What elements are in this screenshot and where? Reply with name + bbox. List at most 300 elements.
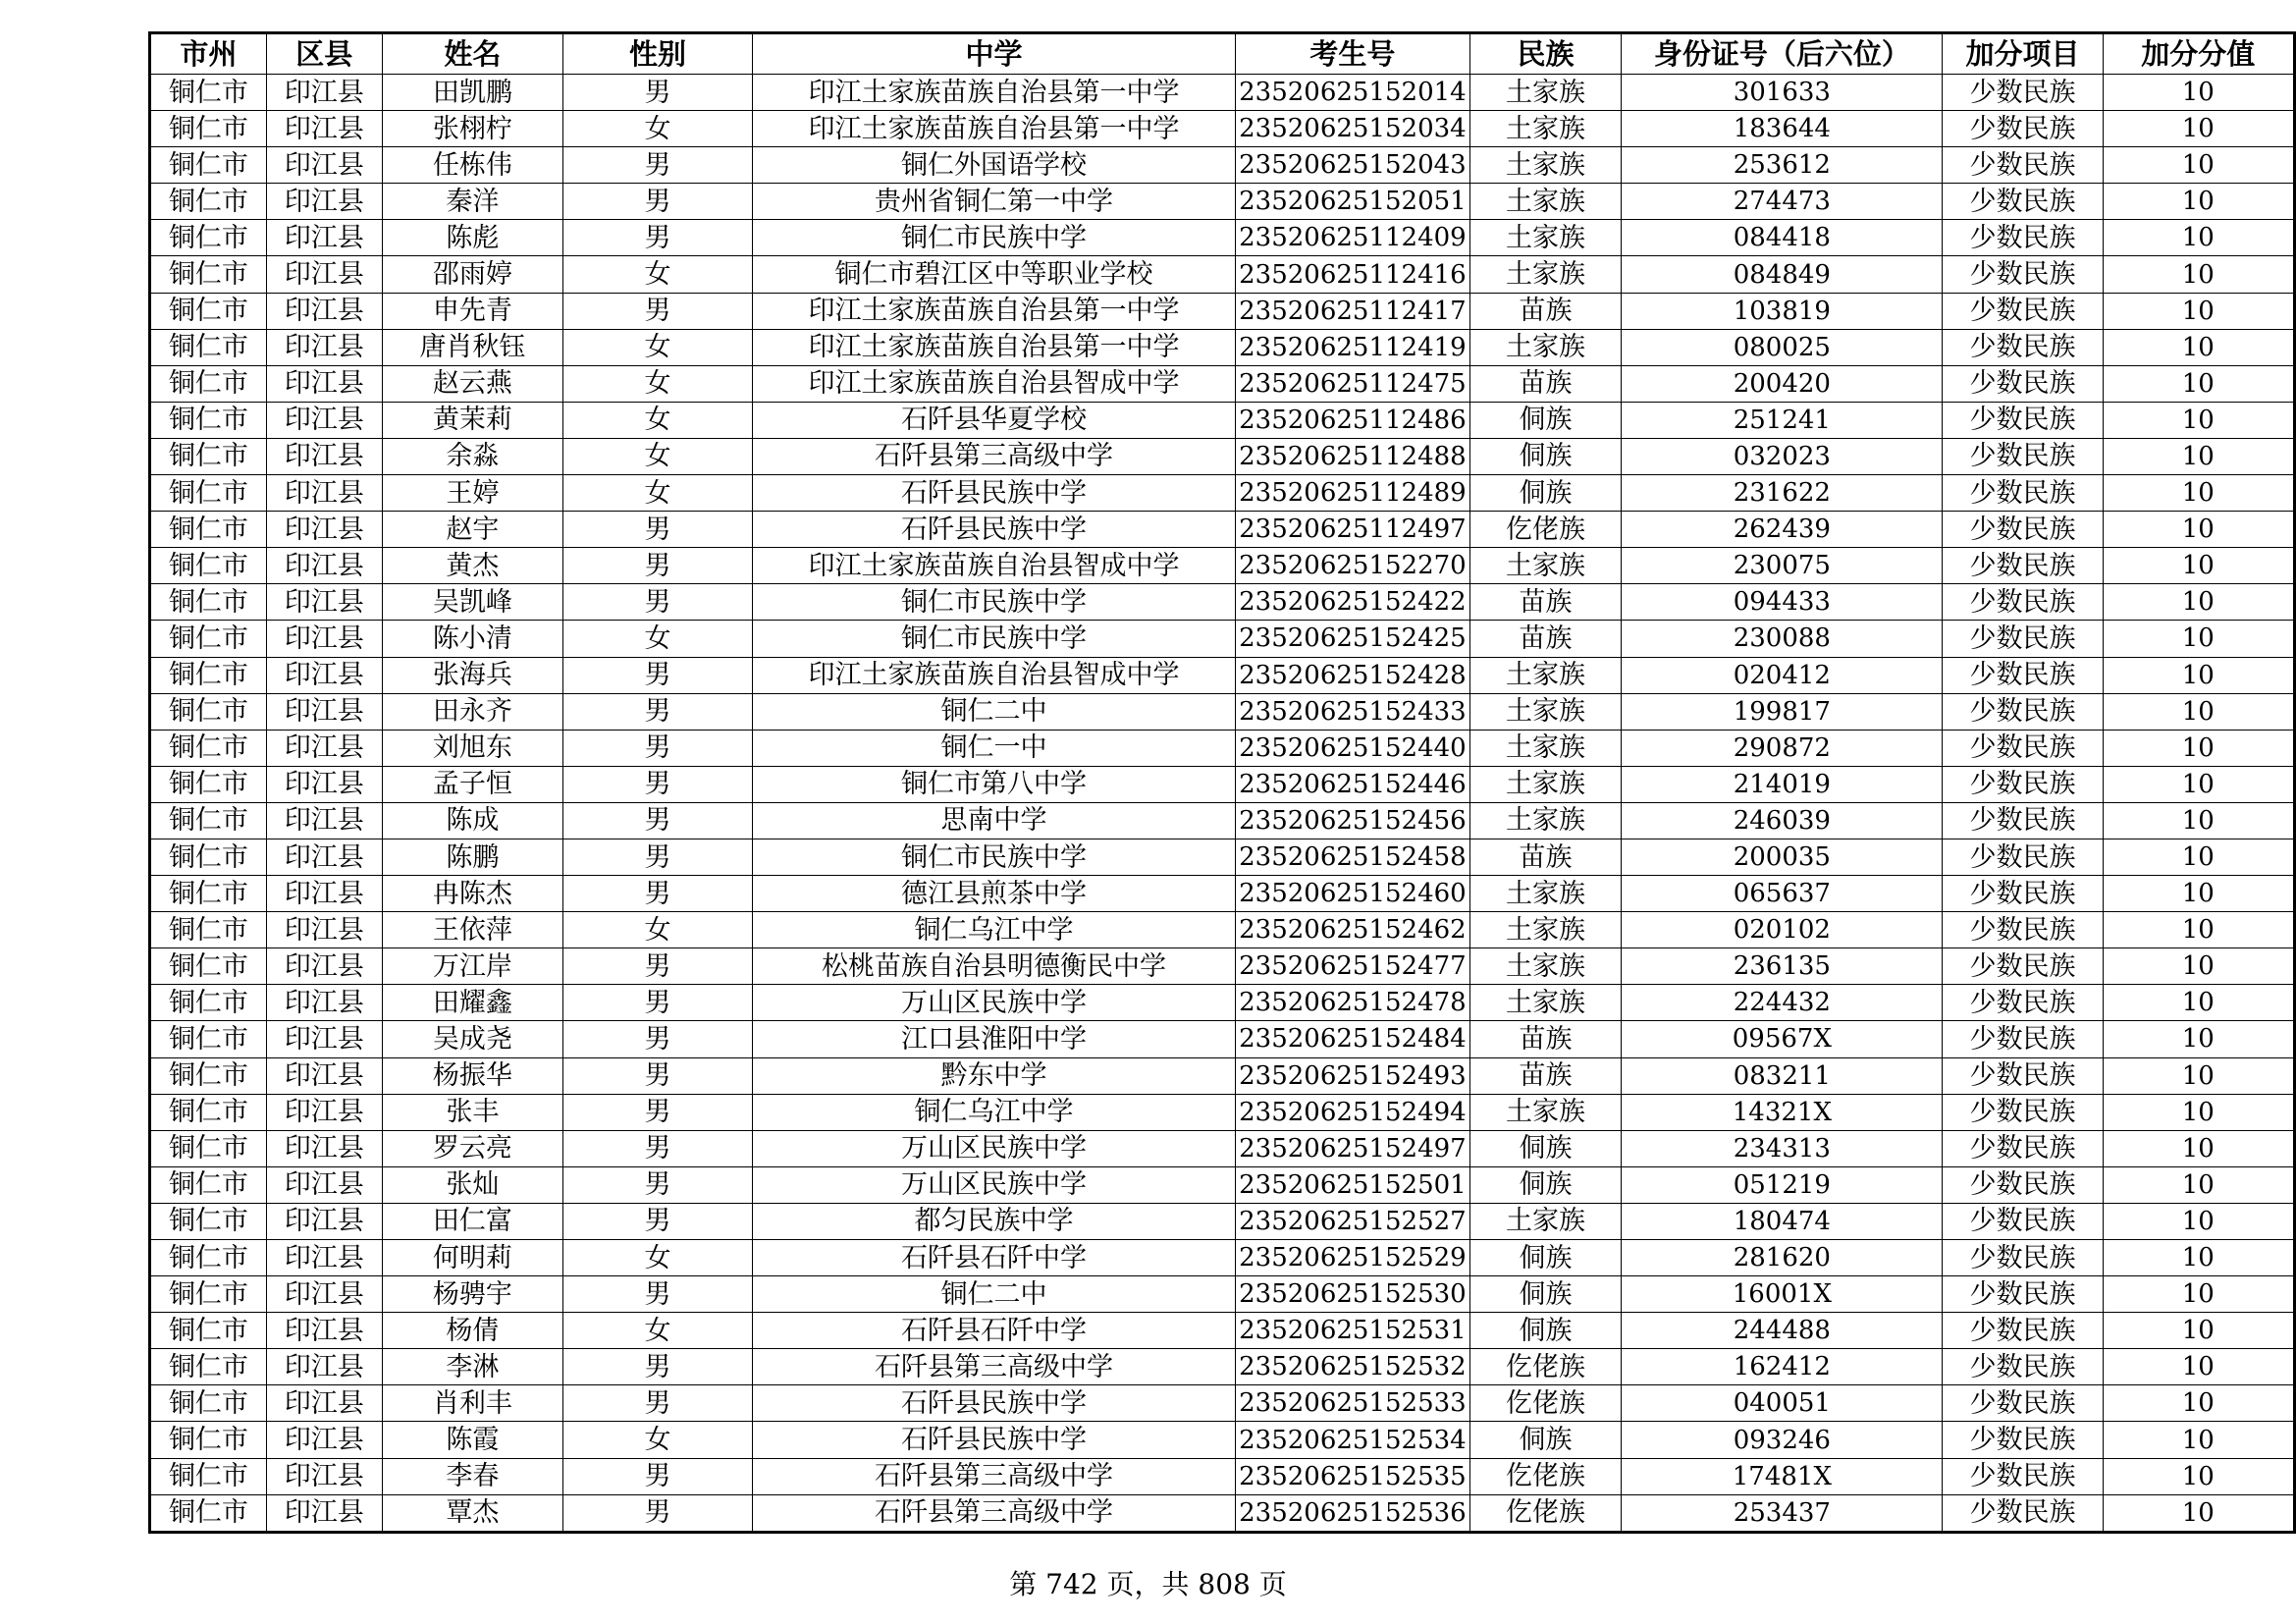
cell-county: 印江县 [266,1385,382,1422]
cell-ethnicity: 仡佬族 [1469,512,1622,548]
table-row [150,1130,2295,1166]
cell-exam-id: 23520625112419 [1236,329,1470,365]
cell-name: 黄杰 [382,548,562,584]
cell-bonus-score: 10 [2103,475,2294,512]
cell-exam-id: 23520625152440 [1236,730,1470,766]
cell-exam-id: 23520625152527 [1236,1203,1470,1239]
cell-name: 李淋 [382,1349,562,1385]
cell-name: 王婷 [382,475,562,512]
cell-ethnicity: 土家族 [1469,948,1622,985]
cell-county: 印江县 [266,111,382,147]
table-row [150,184,2295,220]
cell-exam-id: 23520625152529 [1236,1240,1470,1276]
cell-id-suffix: 230088 [1622,621,1943,657]
cell-gender: 女 [563,1422,753,1458]
cell-city: 铜仁市 [150,948,267,985]
cell-id-suffix: 020412 [1622,657,1943,693]
cell-gender: 女 [563,402,753,438]
table-row [150,1021,2295,1057]
cell-name: 任栋伟 [382,147,562,184]
cell-county: 印江县 [266,184,382,220]
cell-bonus-score: 10 [2103,948,2294,985]
cell-county: 印江县 [266,1021,382,1057]
cell-name: 覃杰 [382,1494,562,1532]
cell-city: 铜仁市 [150,1458,267,1494]
cell-name: 陈小清 [382,621,562,657]
cell-name: 冉陈杰 [382,876,562,912]
cell-ethnicity: 土家族 [1469,912,1622,948]
cell-bonus-score: 10 [2103,1057,2294,1094]
cell-city: 铜仁市 [150,1313,267,1349]
cell-ethnicity: 苗族 [1469,1057,1622,1094]
cell-gender: 女 [563,912,753,948]
cell-gender: 女 [563,475,753,512]
cell-bonus-score: 10 [2103,75,2294,111]
cell-city: 铜仁市 [150,512,267,548]
cell-ethnicity: 侗族 [1469,1313,1622,1349]
cell-bonus-score: 10 [2103,876,2294,912]
cell-bonus-item: 少数民族 [1943,438,2103,474]
cell-gender: 女 [563,1313,753,1349]
cell-school: 铜仁市碧江区中等职业学校 [752,256,1235,293]
cell-school: 铜仁市民族中学 [752,839,1235,875]
table-row [150,1385,2295,1422]
cell-bonus-score: 10 [2103,147,2294,184]
cell-gender: 男 [563,1021,753,1057]
cell-id-suffix: 032023 [1622,438,1943,474]
cell-bonus-score: 10 [2103,256,2294,293]
cell-bonus-score: 10 [2103,1458,2294,1494]
cell-exam-id: 23520625152051 [1236,184,1470,220]
cell-name: 赵云燕 [382,365,562,402]
cell-ethnicity: 苗族 [1469,584,1622,621]
table-row [150,1313,2295,1349]
table-row [150,1458,2295,1494]
column-header-name: 姓名 [382,33,562,75]
cell-bonus-score: 10 [2103,693,2294,730]
cell-county: 印江县 [266,256,382,293]
cell-school: 印江土家族苗族自治县第一中学 [752,75,1235,111]
cell-city: 铜仁市 [150,1385,267,1422]
cell-school: 黔东中学 [752,1057,1235,1094]
cell-bonus-item: 少数民族 [1943,512,2103,548]
cell-county: 印江县 [266,1276,382,1313]
cell-bonus-score: 10 [2103,1276,2294,1313]
cell-county: 印江县 [266,1130,382,1166]
cell-id-suffix: 17481X [1622,1458,1943,1494]
cell-id-suffix: 16001X [1622,1276,1943,1313]
cell-bonus-score: 10 [2103,912,2294,948]
cell-ethnicity: 土家族 [1469,256,1622,293]
cell-ethnicity: 土家族 [1469,220,1622,256]
cell-school: 铜仁二中 [752,1276,1235,1313]
table-row [150,730,2295,766]
cell-bonus-score: 10 [2103,1240,2294,1276]
cell-county: 印江县 [266,1240,382,1276]
cell-ethnicity: 侗族 [1469,438,1622,474]
table-row [150,1094,2295,1130]
cell-city: 铜仁市 [150,766,267,802]
cell-bonus-score: 10 [2103,1313,2294,1349]
table-row [150,438,2295,474]
cell-city: 铜仁市 [150,912,267,948]
cell-ethnicity: 土家族 [1469,693,1622,730]
cell-gender: 女 [563,329,753,365]
cell-ethnicity: 土家族 [1469,657,1622,693]
cell-county: 印江县 [266,475,382,512]
cell-county: 印江县 [266,220,382,256]
cell-school: 铜仁乌江中学 [752,1094,1235,1130]
cell-id-suffix: 162412 [1622,1349,1943,1385]
cell-gender: 女 [563,1240,753,1276]
cell-county: 印江县 [266,1313,382,1349]
column-header-id-suffix: 身份证号（后六位） [1622,33,1943,75]
cell-gender: 男 [563,876,753,912]
cell-county: 印江县 [266,876,382,912]
cell-gender: 男 [563,1494,753,1532]
cell-gender: 男 [563,1130,753,1166]
cell-name: 田仁富 [382,1203,562,1239]
cell-gender: 男 [563,1203,753,1239]
column-header-school: 中学 [752,33,1235,75]
cell-name: 吴凯峰 [382,584,562,621]
cell-gender: 男 [563,220,753,256]
cell-gender: 男 [563,1276,753,1313]
cell-school: 江口县淮阳中学 [752,1021,1235,1057]
cell-school: 印江土家族苗族自治县第一中学 [752,329,1235,365]
cell-exam-id: 23520625152460 [1236,876,1470,912]
cell-id-suffix: 262439 [1622,512,1943,548]
cell-bonus-item: 少数民族 [1943,730,2103,766]
cell-gender: 男 [563,948,753,985]
cell-bonus-item: 少数民族 [1943,1276,2103,1313]
column-header-gender: 性别 [563,33,753,75]
cell-name: 余淼 [382,438,562,474]
page-footer: 第 742 页，共 808 页 [1009,1568,1287,1600]
cell-city: 铜仁市 [150,111,267,147]
cell-id-suffix: 199817 [1622,693,1943,730]
table-row [150,766,2295,802]
cell-city: 铜仁市 [150,1094,267,1130]
cell-bonus-item: 少数民族 [1943,329,2103,365]
cell-ethnicity: 土家族 [1469,876,1622,912]
cell-id-suffix: 094433 [1622,584,1943,621]
table-body [150,75,2295,1533]
cell-bonus-score: 10 [2103,220,2294,256]
cell-exam-id: 23520625112488 [1236,438,1470,474]
cell-city: 铜仁市 [150,839,267,875]
cell-gender: 男 [563,1349,753,1385]
header-row [150,33,2295,75]
cell-county: 印江县 [266,1203,382,1239]
cell-city: 铜仁市 [150,621,267,657]
cell-school: 铜仁市民族中学 [752,621,1235,657]
table-row [150,621,2295,657]
cell-county: 印江县 [266,657,382,693]
cell-city: 铜仁市 [150,1166,267,1203]
cell-city: 铜仁市 [150,1240,267,1276]
cell-exam-id: 23520625152536 [1236,1494,1470,1532]
cell-bonus-score: 10 [2103,621,2294,657]
cell-gender: 男 [563,1458,753,1494]
cell-exam-id: 23520625112409 [1236,220,1470,256]
cell-county: 印江县 [266,621,382,657]
cell-exam-id: 23520625152422 [1236,584,1470,621]
cell-name: 陈鹏 [382,839,562,875]
cell-exam-id: 23520625112417 [1236,293,1470,329]
cell-school: 都匀民族中学 [752,1203,1235,1239]
cell-bonus-item: 少数民族 [1943,1166,2103,1203]
cell-bonus-item: 少数民族 [1943,365,2103,402]
cell-bonus-score: 10 [2103,438,2294,474]
cell-id-suffix: 084849 [1622,256,1943,293]
cell-bonus-item: 少数民族 [1943,621,2103,657]
cell-school: 石阡县第三高级中学 [752,438,1235,474]
cell-name: 唐肖秋钰 [382,329,562,365]
cell-ethnicity: 侗族 [1469,1422,1622,1458]
cell-county: 印江县 [266,1094,382,1130]
cell-school: 德江县煎茶中学 [752,876,1235,912]
table-row [150,256,2295,293]
cell-school: 铜仁乌江中学 [752,912,1235,948]
cell-city: 铜仁市 [150,802,267,839]
cell-ethnicity: 苗族 [1469,621,1622,657]
cell-school: 石阡县第三高级中学 [752,1458,1235,1494]
cell-city: 铜仁市 [150,1057,267,1094]
cell-ethnicity: 苗族 [1469,1021,1622,1057]
cell-id-suffix: 253437 [1622,1494,1943,1532]
cell-name: 田凯鹏 [382,75,562,111]
cell-id-suffix: 183644 [1622,111,1943,147]
table-row [150,1422,2295,1458]
cell-bonus-item: 少数民族 [1943,220,2103,256]
cell-county: 印江县 [266,402,382,438]
cell-school: 贵州省铜仁第一中学 [752,184,1235,220]
cell-exam-id: 23520625152462 [1236,912,1470,948]
cell-gender: 女 [563,621,753,657]
cell-gender: 男 [563,1094,753,1130]
cell-bonus-score: 10 [2103,1021,2294,1057]
cell-county: 印江县 [266,512,382,548]
cell-school: 铜仁市第八中学 [752,766,1235,802]
cell-bonus-score: 10 [2103,985,2294,1021]
cell-bonus-item: 少数民族 [1943,293,2103,329]
cell-city: 铜仁市 [150,147,267,184]
cell-gender: 男 [563,985,753,1021]
column-header-ethnicity: 民族 [1469,33,1622,75]
cell-city: 铜仁市 [150,256,267,293]
cell-exam-id: 23520625152433 [1236,693,1470,730]
cell-bonus-score: 10 [2103,365,2294,402]
table-row [150,220,2295,256]
cell-name: 王依萍 [382,912,562,948]
table-header [150,33,2295,75]
cell-ethnicity: 仡佬族 [1469,1494,1622,1532]
table-row [150,75,2295,111]
cell-exam-id: 23520625152494 [1236,1094,1470,1130]
cell-gender: 男 [563,548,753,584]
cell-bonus-item: 少数民族 [1943,985,2103,1021]
cell-exam-id: 23520625152497 [1236,1130,1470,1166]
cell-ethnicity: 土家族 [1469,184,1622,220]
cell-school: 石阡县民族中学 [752,1422,1235,1458]
cell-name: 田耀鑫 [382,985,562,1021]
cell-gender: 女 [563,256,753,293]
cell-id-suffix: 253612 [1622,147,1943,184]
cell-gender: 女 [563,111,753,147]
cell-city: 铜仁市 [150,1494,267,1532]
cell-name: 张栩柠 [382,111,562,147]
cell-county: 印江县 [266,329,382,365]
table-row [150,912,2295,948]
cell-gender: 女 [563,365,753,402]
cell-gender: 男 [563,184,753,220]
cell-school: 印江土家族苗族自治县智成中学 [752,657,1235,693]
cell-ethnicity: 土家族 [1469,985,1622,1021]
cell-bonus-item: 少数民族 [1943,75,2103,111]
cell-school: 思南中学 [752,802,1235,839]
cell-bonus-item: 少数民族 [1943,184,2103,220]
cell-county: 印江县 [266,1057,382,1094]
cell-school: 印江土家族苗族自治县第一中学 [752,293,1235,329]
cell-bonus-score: 10 [2103,1203,2294,1239]
cell-exam-id: 23520625112486 [1236,402,1470,438]
cell-bonus-item: 少数民族 [1943,1240,2103,1276]
cell-bonus-score: 10 [2103,1166,2294,1203]
cell-gender: 男 [563,693,753,730]
cell-exam-id: 23520625152477 [1236,948,1470,985]
cell-exam-id: 23520625152531 [1236,1313,1470,1349]
cell-gender: 男 [563,839,753,875]
cell-bonus-item: 少数民族 [1943,1422,2103,1458]
column-header-exam-id: 考生号 [1236,33,1470,75]
cell-bonus-score: 10 [2103,584,2294,621]
cell-id-suffix: 14321X [1622,1094,1943,1130]
cell-gender: 男 [563,1385,753,1422]
cell-city: 铜仁市 [150,1276,267,1313]
cell-ethnicity: 土家族 [1469,1094,1622,1130]
table-row [150,111,2295,147]
table-row [150,1166,2295,1203]
cell-city: 铜仁市 [150,184,267,220]
cell-county: 印江县 [266,730,382,766]
cell-bonus-score: 10 [2103,657,2294,693]
cell-id-suffix: 083211 [1622,1057,1943,1094]
table-row [150,402,2295,438]
table-row [150,802,2295,839]
cell-bonus-item: 少数民族 [1943,147,2103,184]
cell-exam-id: 23520625152034 [1236,111,1470,147]
cell-bonus-item: 少数民族 [1943,1385,2103,1422]
cell-name: 李春 [382,1458,562,1494]
column-header-city: 市州 [150,33,267,75]
cell-name: 杨骋宇 [382,1276,562,1313]
cell-school: 万山区民族中学 [752,1166,1235,1203]
cell-city: 铜仁市 [150,548,267,584]
cell-city: 铜仁市 [150,876,267,912]
cell-bonus-item: 少数民族 [1943,584,2103,621]
cell-ethnicity: 苗族 [1469,293,1622,329]
cell-county: 印江县 [266,1349,382,1385]
cell-id-suffix: 230075 [1622,548,1943,584]
cell-county: 印江县 [266,75,382,111]
cell-id-suffix: 080025 [1622,329,1943,365]
table-row [150,1494,2295,1532]
cell-bonus-score: 10 [2103,802,2294,839]
cell-bonus-item: 少数民族 [1943,1130,2103,1166]
cell-city: 铜仁市 [150,1422,267,1458]
cell-school: 铜仁外国语学校 [752,147,1235,184]
cell-bonus-score: 10 [2103,111,2294,147]
cell-school: 铜仁一中 [752,730,1235,766]
cell-ethnicity: 苗族 [1469,365,1622,402]
cell-ethnicity: 仡佬族 [1469,1458,1622,1494]
table-row [150,1349,2295,1385]
cell-id-suffix: 234313 [1622,1130,1943,1166]
table-row [150,657,2295,693]
cell-bonus-score: 10 [2103,184,2294,220]
cell-city: 铜仁市 [150,584,267,621]
cell-gender: 男 [563,1057,753,1094]
cell-bonus-item: 少数民族 [1943,1203,2103,1239]
cell-city: 铜仁市 [150,329,267,365]
cell-school: 石阡县民族中学 [752,512,1235,548]
cell-bonus-item: 少数民族 [1943,693,2103,730]
cell-exam-id: 23520625152535 [1236,1458,1470,1494]
cell-gender: 男 [563,293,753,329]
cell-id-suffix: 246039 [1622,802,1943,839]
cell-ethnicity: 苗族 [1469,839,1622,875]
cell-county: 印江县 [266,438,382,474]
cell-gender: 男 [563,730,753,766]
cell-bonus-item: 少数民族 [1943,1021,2103,1057]
cell-bonus-score: 10 [2103,402,2294,438]
cell-name: 刘旭东 [382,730,562,766]
cell-name: 杨倩 [382,1313,562,1349]
cell-school: 铜仁市民族中学 [752,584,1235,621]
cell-exam-id: 23520625152532 [1236,1349,1470,1385]
cell-exam-id: 23520625152458 [1236,839,1470,875]
cell-bonus-score: 10 [2103,1385,2294,1422]
cell-county: 印江县 [266,766,382,802]
cell-id-suffix: 065637 [1622,876,1943,912]
cell-name: 罗云亮 [382,1130,562,1166]
cell-school: 万山区民族中学 [752,985,1235,1021]
cell-name: 邵雨婷 [382,256,562,293]
cell-city: 铜仁市 [150,730,267,766]
data-table [148,31,2296,1534]
cell-name: 孟子恒 [382,766,562,802]
cell-bonus-score: 10 [2103,1494,2294,1532]
cell-bonus-score: 10 [2103,329,2294,365]
table-row [150,147,2295,184]
cell-exam-id: 23520625112416 [1236,256,1470,293]
cell-county: 印江县 [266,912,382,948]
cell-bonus-score: 10 [2103,839,2294,875]
cell-school: 石阡县第三高级中学 [752,1494,1235,1532]
cell-school: 铜仁市民族中学 [752,220,1235,256]
table-row [150,365,2295,402]
cell-county: 印江县 [266,147,382,184]
cell-id-suffix: 200420 [1622,365,1943,402]
cell-ethnicity: 土家族 [1469,147,1622,184]
cell-exam-id: 23520625152534 [1236,1422,1470,1458]
cell-bonus-item: 少数民族 [1943,876,2103,912]
cell-ethnicity: 侗族 [1469,1240,1622,1276]
cell-id-suffix: 251241 [1622,402,1943,438]
cell-county: 印江县 [266,839,382,875]
cell-name: 万江岸 [382,948,562,985]
